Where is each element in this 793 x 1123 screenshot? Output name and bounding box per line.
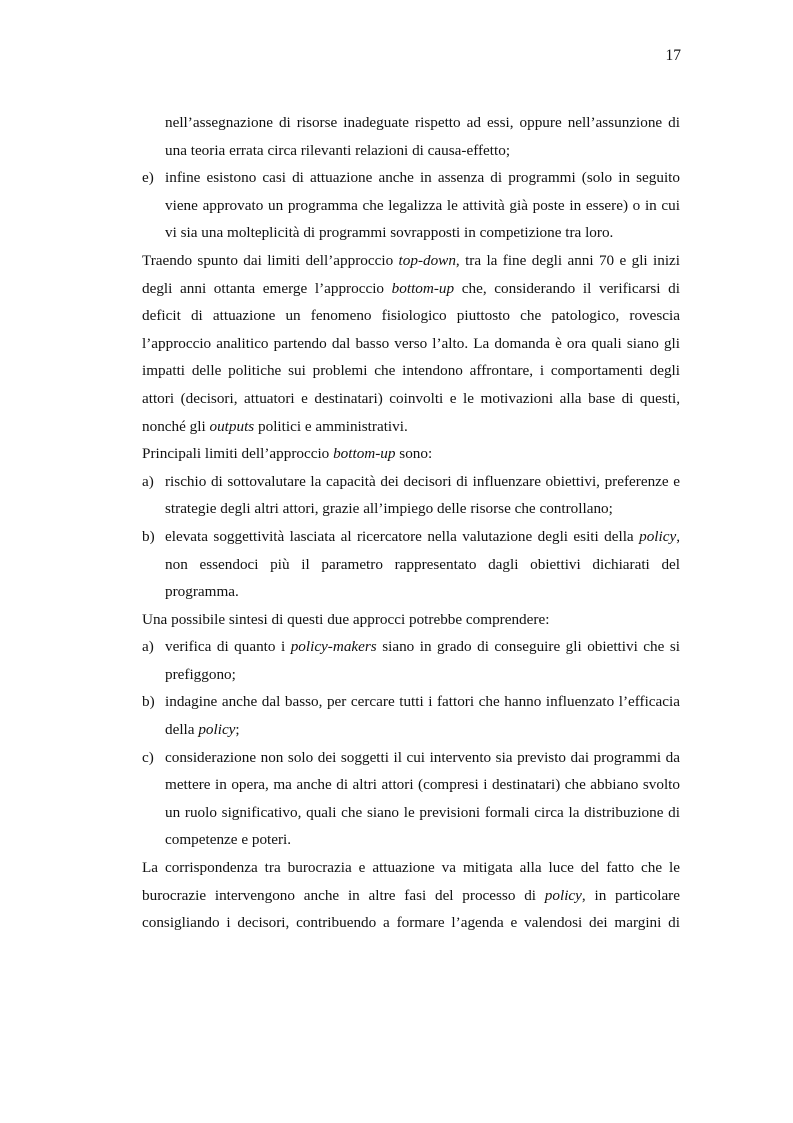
list-label: a)	[142, 472, 154, 490]
page-number: 17	[665, 47, 681, 64]
list-label: b)	[142, 527, 155, 545]
list-item-text: rischio di sottovalutare la capacità dei decisori di influenzare obiettivi, preferenze e strategie degli altri attori, grazie all’impiego delle risorse che controllano;	[165, 472, 680, 518]
limits-item-b	[142, 523, 680, 606]
synthesis-item-b	[142, 688, 680, 743]
paragraph-final: La corrispondenza tra burocrazia e attuazione va mitigata alla luce del fatto che le burocrazie intervengono anche in altre fasi del processo di policy, in particolare consigliando i decisori, contribuendo a formare l’agenda e valendosi dei margini di	[142, 859, 680, 932]
list-item-text: verifica di quanto i policy-makers siano in grado di conseguire gli obiettivi che si prefiggono;	[165, 638, 680, 683]
paragraph-bottom-up: Traendo spunto dai limiti dell’approccio top-down, tra la fine degli anni 70 e gli inizi degli anni ottanta emerge l’approccio bottom-up che, considerando il verificarsi di deficit di attuazione un fenomeno fisiologico piuttosto che patologico, rovescia l’approccio analitico partendo dal basso verso l’alto. La domanda è ora quali siano gli impatti delle politiche sui problemi che intendono affrontare, i comportamenti degli attori (decisori, attuatori e destinatari) coinvolti e le motivazioni alla base di questi, nonché gli outputs politici e amministrativi.	[142, 251, 680, 435]
list-label: c)	[142, 748, 154, 766]
synthesis-item-c	[142, 744, 680, 854]
list-label: a)	[142, 638, 154, 656]
list-item-text: elevata soggettività lasciata al ricercatore nella valutazione degli esiti della policy, non essendoci più il parametro rappresentato dagli obiettivi dichiarati del programma.	[165, 527, 680, 601]
synthesis-item-a	[142, 633, 680, 688]
list-item-text: indagine anche dal basso, per cercare tutti i fattori che hanno influenzato l’efficacia della policy;	[165, 693, 680, 739]
paragraph-synthesis-intro: Una possibile sintesi di questi due approcci potrebbe comprendere:	[142, 610, 550, 628]
paragraph-limits-intro: Principali limiti dell’approccio bottom-up sono:	[142, 445, 433, 463]
list-label: e)	[142, 169, 154, 187]
list-item-text: considerazione non solo dei soggetti il cui intervento sia previsto dai programmi da mettere in opera, ma anche di altri attori (compresi i destinatari) che abbiano svolto un ruolo significativo, quali che siano le previsioni formali circa la distribuzione di competenze e poteri.	[165, 748, 680, 849]
list-item-e	[142, 164, 680, 247]
body-text	[142, 109, 680, 937]
list-item-continuation: nell’assegnazione di risorse inadeguate rispetto ad essi, oppure nell’assunzione di una teoria errata circa rilevanti relazioni di causa-effetto;	[165, 114, 680, 159]
list-item-text: infine esistono casi di attuazione anche in assenza di programmi (solo in seguito viene approvato un programma che legalizza le attività già poste in essere) o in cui vi sia una molteplicità di programmi sovrapposti in competizione tra loro.	[165, 169, 680, 242]
limits-item-a	[142, 468, 680, 523]
list-label: b)	[142, 693, 155, 711]
